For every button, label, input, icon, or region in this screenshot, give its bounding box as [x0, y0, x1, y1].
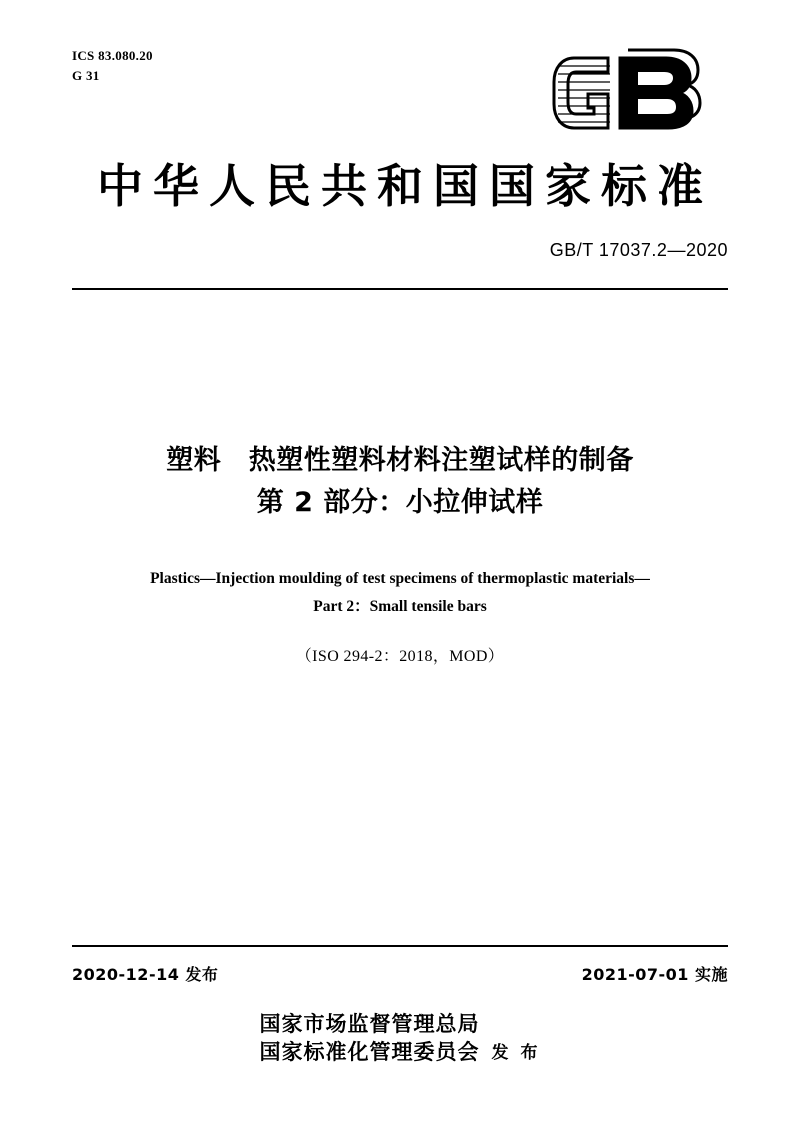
document-title-zh-line1: 塑料 热塑性塑料材料注塑试样的制备 — [166, 445, 634, 476]
publisher-verb: 发 布 — [491, 1042, 541, 1063]
document-title-en-line1: Plastics—Injection moulding of test specimens of thermoplastic materials— — [150, 570, 650, 587]
document-title-en-line2: Part 2：Small tensile bars — [313, 597, 487, 615]
iso-reference: （ISO 294-2：2018，MOD） — [295, 648, 505, 665]
divider-top — [72, 288, 728, 290]
gb-emblem-icon — [548, 46, 728, 138]
implementation-date: 2021-07-01 实施 — [581, 965, 728, 984]
document-title-en — [70, 565, 730, 621]
publisher-line-2: 国家标准化管理委员会 — [259, 1040, 480, 1065]
standard-number: GB/T 17037.2—2020 — [549, 240, 728, 260]
publisher-block — [0, 1010, 800, 1067]
ics-classification-block — [72, 46, 153, 85]
classification-code: G 31 — [72, 67, 100, 83]
publisher-line-1: 国家市场监督管理总局 — [259, 1012, 480, 1036]
ics-code: ICS 83.080.20 — [72, 48, 153, 63]
document-title-zh — [60, 440, 740, 524]
page-title: 中华人民共和国国家标准 — [97, 159, 713, 213]
divider-bottom — [72, 945, 728, 947]
issue-date: 2020-12-14 发布 — [72, 965, 219, 984]
publisher-names — [260, 1010, 480, 1067]
document-title-zh-line2: 第 2 部分：小拉伸试样 — [256, 486, 544, 518]
